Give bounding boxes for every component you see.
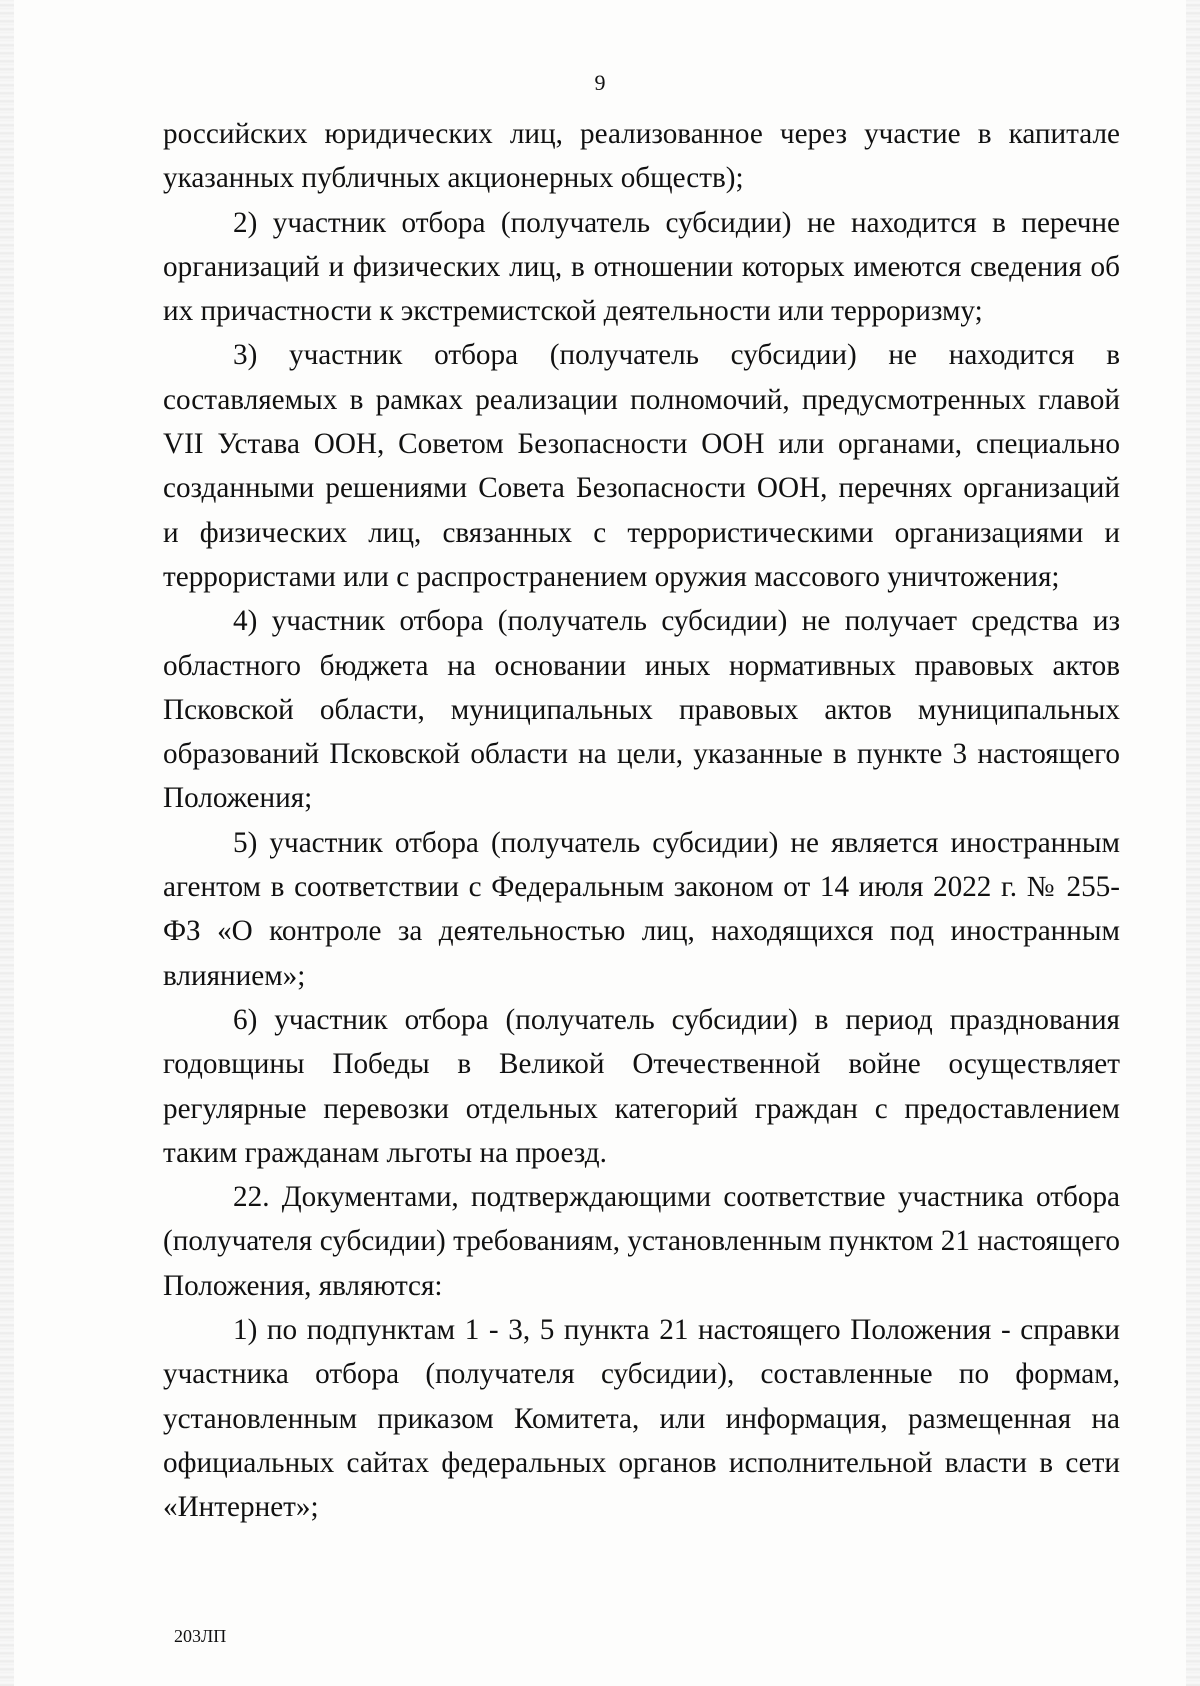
paragraph-item-3: 3) участник отбора (получатель субсидии) не находится в составляемых в рамках реализации полномочий, предусмотренных главой VII Устава ООН, Советом Безопасности ООН или органами, специально созданными решениями Совета Безопасности ООН, перечнях организаций и физических лиц, связанных с террористическими организациями и террористами или с распространением оружия массового уничтожения;: [163, 339, 1120, 593]
paragraph-continuation: российских юридических лиц, реализованное через участие в капитале указанных публичных акционерных обществ);: [163, 118, 1120, 195]
scan-edge-right: [1186, 0, 1200, 1686]
paragraph-item-5: 5) участник отбора (получатель субсидии) не является иностранным агентом в соответствии с Федеральным законом от 14 июля 2022 г. № 255-ФЗ «О контроле за деятельностью лиц, находящихся под иностранным влиянием»;: [163, 826, 1120, 992]
paragraph-item-2: 2) участник отбора (получатель субсидии) не находится в перечне организаций и физических лиц, в отношении которых имеются сведения об их причастности к экстремистской деятельности или терроризму;: [163, 206, 1120, 328]
page-number: 9: [594, 70, 606, 95]
paragraph-item-4: 4) участник отбора (получатель субсидии) не получает средства из областного бюджета на основании иных нормативных правовых актов Псковской области, муниципальных правовых актов муниципальных образований Псковской области на цели, указанные в пункте 3 настоящего Положения;: [163, 605, 1120, 815]
document-code: 203ЛП: [174, 1626, 227, 1646]
document-body: [163, 112, 1120, 1530]
paragraph-section-22-item-1: 1) по подпунктам 1 - 3, 5 пункта 21 настоящего Положения - справки участника отбора (получателя субсидии), составленные по формам, установленным приказом Комитета, или информация, размещенная на официальных сайтах федеральных органов исполнительной власти в сети «Интернет»;: [163, 1314, 1120, 1524]
scan-edge-left: [0, 0, 14, 1686]
paragraph-section-22: 22. Документами, подтверждающими соответствие участника отбора (получателя субсидии) требованиям, установленным пунктом 21 настоящего Положения, являются:: [163, 1181, 1120, 1302]
paragraph-item-6: 6) участник отбора (получатель субсидии) в период празднования годовщины Победы в Великой Отечественной войне осуществляет регулярные перевозки отдельных категорий граждан с предоставлением таким гражданам льготы на проезд.: [163, 1003, 1120, 1169]
